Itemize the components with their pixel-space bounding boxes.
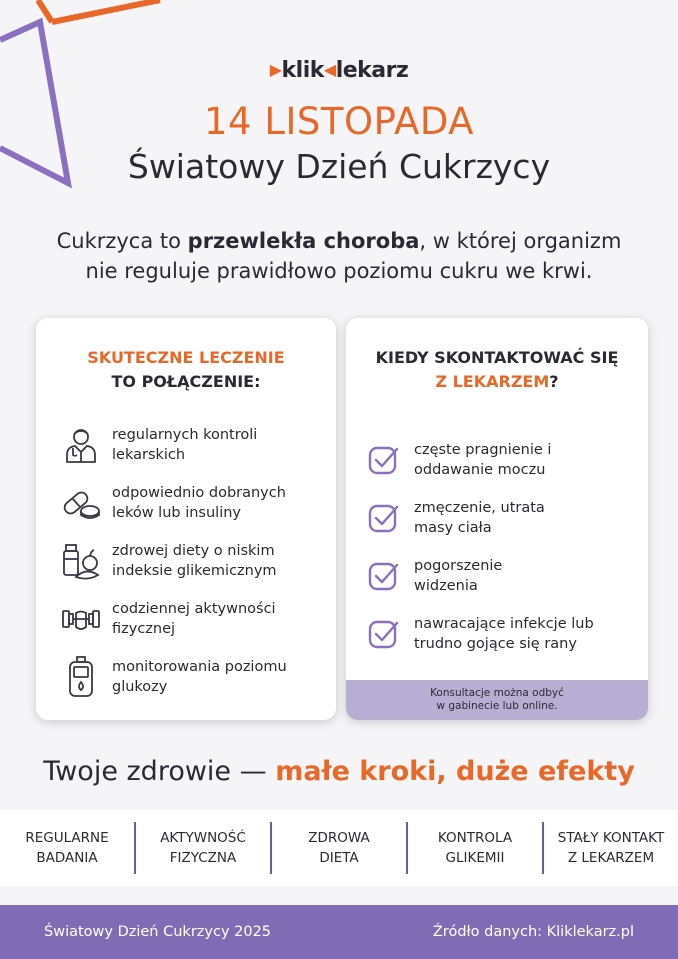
event-date: 14 LISTOPADA — [204, 100, 474, 143]
symptoms-card — [346, 318, 648, 720]
list-item — [58, 474, 326, 532]
list-item — [58, 532, 326, 590]
symptoms-heading-dark: KIEDY SKONTAKTOWAĆ SIĘ — [375, 348, 619, 367]
glucometer-icon — [58, 656, 104, 698]
list-item — [58, 590, 326, 648]
list-item — [368, 489, 638, 547]
page-title: Światowy Dzień Cukrzycy — [127, 147, 551, 186]
pillar-item: REGULARNE BADANIA — [25, 830, 109, 866]
pillar-item: ZDROWA DIETA — [270, 822, 406, 874]
logo-text-right: lekarz — [335, 58, 409, 83]
doctor-icon — [58, 424, 104, 466]
checkbox-icon — [368, 560, 400, 592]
list-item — [368, 605, 638, 663]
pillar-item: AKTYWNOŚĆ FIZYCZNA — [134, 822, 270, 874]
treatment-list — [58, 416, 326, 706]
list-item-text: pogorszenie widzenia — [414, 558, 503, 594]
list-item — [58, 648, 326, 706]
list-item — [368, 431, 638, 489]
list-item-text: monitorowania poziomu glukozy — [112, 659, 287, 695]
list-item-text: nawracające infekcje lub trudno gojące się rany — [414, 616, 594, 652]
treatment-heading-dark: TO POŁĄCZENIE: — [111, 372, 261, 391]
logo-text-left: klik — [281, 58, 324, 83]
intro-bold: przewlekła choroba — [187, 229, 420, 253]
brand-logo — [0, 58, 678, 83]
list-item — [58, 416, 326, 474]
pillars-bar — [0, 810, 678, 886]
list-item-text: codziennej aktywności fizycznej — [112, 601, 276, 637]
footer-event: Światowy Dzień Cukrzycy 2025 — [44, 924, 272, 940]
footer-source: Źródło danych: Kliklekarz.pl — [432, 924, 634, 940]
symptoms-list — [368, 431, 638, 663]
list-item-text: zdrowej diety o niskim indeksie glikemicznym — [112, 543, 277, 579]
checkbox-icon — [368, 444, 400, 476]
logo-arrow-icon: ◀ — [323, 60, 336, 79]
symptoms-heading-suffix: ? — [549, 372, 559, 391]
intro-text — [0, 226, 678, 286]
list-item-text: regularnych kontroli lekarskich — [112, 427, 258, 463]
slogan — [0, 756, 678, 787]
checkbox-icon — [368, 502, 400, 534]
dumbbell-icon — [58, 598, 104, 640]
treatment-heading — [36, 346, 336, 394]
pills-icon — [58, 482, 104, 524]
symptoms-heading — [346, 346, 648, 394]
intro-part1: Cukrzyca to — [56, 229, 188, 253]
treatment-heading-orange: SKUTECZNE LECZENIE — [87, 348, 285, 367]
intro-line2: nie reguluje prawidłowo poziomu cukru we krwi. — [85, 259, 593, 283]
pillar-item: KONTROLA GLIKEMII — [406, 822, 542, 874]
logo-arrow-icon: ▶ — [269, 60, 282, 79]
list-item-text: zmęczenie, utrata masy ciała — [414, 500, 545, 536]
list-item-text: częste pragnienie i oddawanie moczu — [414, 442, 552, 478]
slogan-highlight: małe kroki, duże efekty — [275, 756, 635, 787]
symptoms-heading-orange: Z LEKARZEM — [435, 372, 550, 391]
checkbox-icon — [368, 618, 400, 650]
footer — [0, 905, 678, 959]
symptoms-heading-line2 — [346, 370, 648, 394]
list-item-text: odpowiednio dobranych leków lub insuliny — [112, 485, 286, 521]
slogan-plain: Twoje zdrowie — — [43, 756, 276, 787]
intro-part2: , w której organizm — [419, 229, 622, 253]
pillar-item: STAŁY KONTAKT Z LEKARZEM — [542, 822, 678, 874]
consultation-note: Konsultacje można odbyć w gabinecie lub online. — [346, 680, 648, 720]
treatment-card — [36, 318, 336, 720]
list-item — [368, 547, 638, 605]
food-icon — [58, 540, 104, 582]
